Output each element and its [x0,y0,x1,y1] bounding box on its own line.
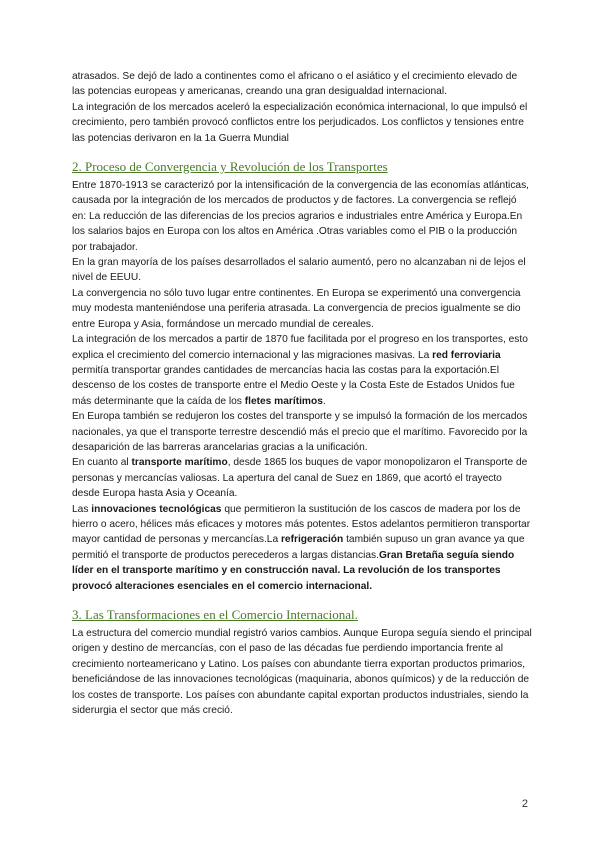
section-3-paragraph-1: La estructura del comercio mundial registró varios cambios. Aunque Europa seguía siendo el principal origen y destino de mercancías, con el paso de las décadas fue perdiendo importancia frente al crecimiento norteamericano y Latino. Los países con abundante tierra exportan productos primarios, beneficiándose de las innovaciones tecnológicas (maquinaria, abonos químicos) y de la reducción de los costes de transporte. Los países con abundante capital exportan productos industriales, siendo la siderurgia el sector que más creció. [72,628,532,717]
section-2-paragraph-4: La integración de los mercados a partir de 1870 fue facilitada por el progreso en los transportes, esto explica el crecimiento del comercio internacional y las migraciones masivas. La red ferroviaria permitía transportar grandes cantidades de mercancías hacia las costas para la exportación.El descenso de los costes de transporte entre el Medio Oeste y la Costa Este de Estados Unidos fue más determinante que la caída de los fletes marítimos. [72,334,528,407]
bold-conclusion: Gran Bretaña seguía siendo líder en el transporte marítimo y en construcción naval. La revolución de los transportes provocó alteraciones esenciales en el comercio internacional. [72,549,515,592]
page-body [72,69,532,718]
bold-term: transporte marítimo [131,457,228,469]
section-2-paragraph-3: La convergencia no sólo tuvo lugar entre continentes. En Europa se experimentó una convergencia muy modesta manteniéndose una periferia atrasada. La convergencia de precios igualmente se dio entre Europa y Asia, formándose un mercado mundial de cereales. [72,287,521,330]
page-number: 2 [521,798,528,810]
section-2-paragraph-5: En Europa también se redujeron los costes del transporte y se impulsó la formación de los mercados nacionales, ya que el transporte terrestre descendió más el precio que el marítimo. Favorecido por la desaparición de las barreras arancelarias gracias a la unificación. [72,411,528,453]
section-2-heading: 2. Proceso de Convergencia y Revolución de los Transportes [72,159,388,175]
bold-term: red ferroviaria [432,349,501,361]
bold-term: innovaciones tecnológicas [91,503,222,515]
section-2-paragraph-7: Las innovaciones tecnológicas que permitieron la sustitución de los cascos de madera por los de hierro o acero, hélices más eficaces y motores más potentes. Estos adelantos permitieron transportar mayor cantidad de personas y mercancías.La refrigeración también supuso un gran avance ya que permitió el transporte de productos perecederos a largas distancias.Gran Bretaña seguía siendo líder en el transporte marítimo y en construcción naval. La revolución de los transportes provocó alteraciones esenciales en el comercio internacional. [72,503,531,592]
bold-term: refrigeración [280,534,344,546]
section-3-heading: 3. Las Transformaciones en el Comercio Internacional. [72,607,358,622]
section-2-paragraph-6: En cuanto al transporte marítimo, desde 1865 los buques de vapor monopolizaron el Transporte de personas y mercancías valiosas. La apertura del canal de Suez en 1869, que acortó el trayecto desde Europa hasta Asia y Oceanía. [72,457,528,500]
intro-paragraph-2: La integración de los mercados aceleró la especialización económica internacional, lo que impulsó el crecimiento, pero también provocó conflictos entre los perjudicados. Los conflictos y tensiones entre las potencias derivaron en la 1a Guerra Mundial [72,101,528,144]
bold-term: fletes marítimos [244,395,323,407]
intro-paragraph-1: atrasados. Se dejó de lado a continentes como el africano o el asiático y el crecimiento elevado de las potencias europeas y americanas, creando una gran desigualdad internacional. [72,71,518,98]
section-2-paragraph-1: Entre 1870-1913 se caracterizó por la intensificación de la convergencia de las economías atlánticas, causada por la integración de los mercados de productos y de factores. La convergencia se reflejó en: La reducción de las diferencias de los precios agrarios e industriales entre América y Europa.En los salarios bajos en Europa con los altos en América .Otras variables como el PIB o la producción por trabajador. [72,180,530,253]
section-2-paragraph-2: En la gran mayoría de los países desarrollados el salario aumentó, pero no alcanzaban ni de lejos el nivel de EEUU. [72,257,526,284]
